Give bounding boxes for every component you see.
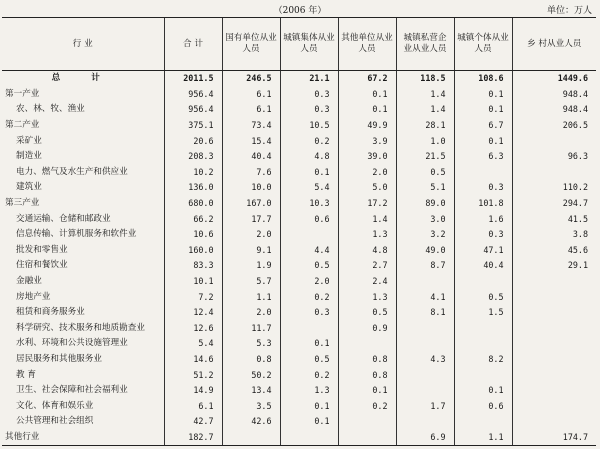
table-cell: 89.0 [396,196,454,212]
table-cell [512,305,596,321]
employment-by-industry-table [2,17,596,446]
row-label: 第二产业 [5,120,40,131]
table-cell [512,274,596,290]
table-cell: 2.7 [338,258,396,274]
column-header-state-owned: 国有单位从业人员 [222,18,280,71]
table-cell: 10.6 [164,227,222,243]
table-cell [396,414,454,430]
table-cell [454,336,512,352]
table-cell: 6.7 [454,118,512,134]
column-header-urban-collective: 城镇集体从业人员 [280,18,338,71]
table-cell [454,321,512,337]
row-label: 第一产业 [5,88,40,99]
table-cell: 51.2 [164,367,222,383]
table-cell: 8.2 [454,352,512,368]
table-cell [338,414,396,430]
row-label: 金融业 [16,276,42,287]
table-cell: 160.0 [164,243,222,259]
row-label: 其他行业 [2,430,164,446]
table-cell: 10.2 [164,165,222,181]
table-cell [512,398,596,414]
table-row [2,133,596,149]
table-row [2,87,596,103]
table-cell: 0.1 [280,336,338,352]
table-cell: 5.4 [164,336,222,352]
row-label: 制造业 [16,151,42,162]
table-cell [512,289,596,305]
table-cell: 3.0 [396,211,454,227]
table-cell [454,414,512,430]
table-cell: 4.4 [280,243,338,259]
table-cell [222,430,280,446]
table-cell: 246.5 [222,71,280,87]
table-row [2,430,596,446]
table-cell: 15.4 [222,133,280,149]
table-cell: 7.6 [222,165,280,181]
table-cell: 1.4 [396,87,454,103]
row-label: 科学研究、技术服务和地质勘查业 [16,322,145,333]
table-cell [280,321,338,337]
table-cell: 10.0 [222,180,280,196]
table-cell: 0.5 [396,165,454,181]
table-unit: 单位：万人 [546,6,592,16]
row-label: 租赁和商务服务业 [16,307,85,318]
table-cell: 0.5 [454,289,512,305]
table-cell: 0.8 [222,352,280,368]
table-cell: 73.4 [222,118,280,134]
table-row [2,321,596,337]
table-cell [512,367,596,383]
table-cell: 1.1 [222,289,280,305]
table-cell: 167.0 [222,196,280,212]
table-cell: 0.5 [338,305,396,321]
column-header-other-units: 其他单位从业人员 [338,18,396,71]
table-cell: 13.4 [222,383,280,399]
table-cell: 17.2 [338,196,396,212]
table-cell: 2.0 [338,165,396,181]
row-label: 教 育 [16,369,36,380]
table-row [2,258,596,274]
table-cell: 5.3 [222,336,280,352]
column-header-urban-individual: 城镇个体从业人员 [454,18,512,71]
table-cell: 0.5 [280,258,338,274]
table-row [2,383,596,399]
row-label: 农、林、牧、渔业 [16,104,85,115]
table-cell: 4.8 [280,149,338,165]
table-cell: 96.3 [512,149,596,165]
row-label: 交通运输、仓储和邮政业 [16,213,111,224]
table-cell: 41.5 [512,211,596,227]
table-cell: 0.1 [454,383,512,399]
table-cell [512,383,596,399]
table-cell: 6.1 [222,87,280,103]
table-cell: 0.5 [280,352,338,368]
table-cell: 49.0 [396,243,454,259]
table-cell: 0.1 [454,102,512,118]
table-cell [396,383,454,399]
table-cell: 17.7 [222,211,280,227]
table-cell: 6.1 [164,398,222,414]
table-cell: 0.1 [454,133,512,149]
table-row [2,414,596,430]
table-row [2,274,596,290]
row-label: 文化、体育和娱乐业 [16,400,94,411]
table-header-row [2,18,596,71]
table-cell: 40.4 [222,149,280,165]
table-cell: 12.4 [164,305,222,321]
table-cell: 1.3 [338,289,396,305]
table-cell [512,321,596,337]
table-row [2,305,596,321]
table-cell: 4.3 [396,352,454,368]
table-cell: 0.1 [338,102,396,118]
table-cell: 39.0 [338,149,396,165]
table-cell: 42.7 [164,414,222,430]
table-row [2,71,596,87]
table-cell: 0.3 [280,87,338,103]
table-cell [454,274,512,290]
table-cell: 21.1 [280,71,338,87]
table-cell: 66.2 [164,211,222,227]
table-cell: 29.1 [512,258,596,274]
table-cell: 45.6 [512,243,596,259]
table-cell: 5.1 [396,180,454,196]
table-cell: 7.2 [164,289,222,305]
table-cell: 0.1 [280,414,338,430]
table-row [2,118,596,134]
table-cell: 174.7 [512,430,596,446]
table-cell: 1.0 [396,133,454,149]
table-cell: 1.3 [338,227,396,243]
column-header-urban-private: 城镇私营企 业从业人员 [396,18,454,71]
table-cell: 0.1 [280,398,338,414]
table-cell [396,336,454,352]
table-row [2,243,596,259]
table-cell: 294.7 [512,196,596,212]
table-cell: 6.3 [454,149,512,165]
table-row [2,352,596,368]
table-row [2,180,596,196]
table-cell: 0.6 [454,398,512,414]
table-cell: 0.3 [280,305,338,321]
table-cell: 83.3 [164,258,222,274]
table-body [2,71,596,446]
table-cell: 206.5 [512,118,596,134]
table-cell [280,227,338,243]
table-cell: 0.2 [280,289,338,305]
row-label: 总 计 [51,73,114,84]
table-cell: 0.1 [280,165,338,181]
table-cell: 1.3 [280,383,338,399]
table-cell: 5.4 [280,180,338,196]
table-cell: 948.4 [512,102,596,118]
table-year: （2006 年） [273,6,327,16]
table-cell [338,430,396,446]
table-cell: 6.9 [396,430,454,446]
row-label: 电力、燃气及水生产和供应业 [16,166,128,177]
table-cell: 20.6 [164,133,222,149]
table-row [2,165,596,181]
table-cell: 40.4 [454,258,512,274]
table-cell: 0.2 [338,398,396,414]
table-row [2,149,596,165]
table-cell: 0.8 [338,367,396,383]
table-cell: 42.6 [222,414,280,430]
table-cell: 6.1 [222,102,280,118]
row-label: 住宿和餐饮业 [16,260,68,271]
table-cell: 0.6 [280,211,338,227]
row-label: 公共管理和社会组织 [16,416,94,427]
table-cell: 1.5 [454,305,512,321]
table-row [2,398,596,414]
table-cell [396,321,454,337]
table-cell [396,367,454,383]
table-cell: 1.4 [338,211,396,227]
row-label: 建筑业 [16,182,42,193]
table-cell: 1.1 [454,430,512,446]
table-cell: 3.9 [338,133,396,149]
row-label: 卫生、社会保障和社会福利业 [16,385,128,396]
table-cell: 208.3 [164,149,222,165]
table-cell: 0.3 [454,227,512,243]
table-cell: 3.8 [512,227,596,243]
table-cell: 8.7 [396,258,454,274]
table-cell [454,165,512,181]
table-cell: 2.4 [338,274,396,290]
table-caption-line [0,0,600,16]
table-cell: 47.1 [454,243,512,259]
table-cell: 3.2 [396,227,454,243]
table-cell: 4.8 [338,243,396,259]
table-cell [512,336,596,352]
table-cell: 1449.6 [512,71,596,87]
table-cell: 680.0 [164,196,222,212]
table-cell: 9.1 [222,243,280,259]
table-cell [396,274,454,290]
column-header-total: 合 计 [164,18,222,71]
table-cell: 375.1 [164,118,222,134]
table-cell: 0.3 [454,180,512,196]
row-label: 采矿业 [16,135,42,146]
table-cell: 1.7 [396,398,454,414]
row-label: 水利、环境和公共设施管理业 [16,338,128,349]
table-row [2,289,596,305]
table-cell: 108.6 [454,71,512,87]
table-cell: 0.1 [338,383,396,399]
table-cell: 136.0 [164,180,222,196]
table-cell [280,430,338,446]
table-cell: 14.9 [164,383,222,399]
table-cell: 10.1 [164,274,222,290]
row-label: 房地产业 [16,291,51,302]
table-cell: 101.8 [454,196,512,212]
table-cell: 0.9 [338,321,396,337]
table-row [2,336,596,352]
table-cell: 2.0 [222,305,280,321]
table-row [2,227,596,243]
table-row [2,367,596,383]
table-cell [338,336,396,352]
table-cell: 0.2 [280,133,338,149]
table-cell: 2.0 [280,274,338,290]
table-cell: 1.9 [222,258,280,274]
table-cell: 50.2 [222,367,280,383]
table-cell: 3.5 [222,398,280,414]
table-cell: 0.1 [454,87,512,103]
table-cell [512,414,596,430]
table-cell [512,352,596,368]
table-cell: 21.5 [396,149,454,165]
table-cell: 118.5 [396,71,454,87]
table-cell: 28.1 [396,118,454,134]
row-label: 第三产业 [5,198,40,209]
column-header-rural: 乡 村从业人员 [512,18,596,71]
table-cell: 5.0 [338,180,396,196]
table-cell: 49.9 [338,118,396,134]
table-row [2,102,596,118]
table-cell: 2011.5 [164,71,222,87]
table-cell: 11.7 [222,321,280,337]
row-label: 居民服务和其他服务业 [16,353,102,364]
table-row [2,196,596,212]
table-cell: 0.3 [280,102,338,118]
table-cell: 12.6 [164,321,222,337]
table-cell [512,133,596,149]
table-cell: 2.0 [222,227,280,243]
table-cell: 5.7 [222,274,280,290]
table-cell: 10.3 [280,196,338,212]
table-cell: 67.2 [338,71,396,87]
table-cell: 110.2 [512,180,596,196]
table-cell: 4.1 [396,289,454,305]
table-cell: 0.1 [338,87,396,103]
table-cell: 948.4 [512,87,596,103]
table-cell: 0.8 [338,352,396,368]
row-label: 批发和零售业 [16,244,68,255]
table-cell: 1.4 [396,102,454,118]
table-cell: 956.4 [164,102,222,118]
table-cell: 0.2 [280,367,338,383]
column-header-industry: 行 业 [2,18,164,71]
row-label: 信息传输、计算机服务和软件业 [16,229,137,240]
table-cell: 10.5 [280,118,338,134]
table-cell: 8.1 [396,305,454,321]
table-cell [512,165,596,181]
table-cell: 1.6 [454,211,512,227]
table-cell [454,367,512,383]
table-cell: 14.6 [164,352,222,368]
table-row [2,211,596,227]
table-cell: 182.7 [164,430,222,446]
table-cell: 956.4 [164,87,222,103]
